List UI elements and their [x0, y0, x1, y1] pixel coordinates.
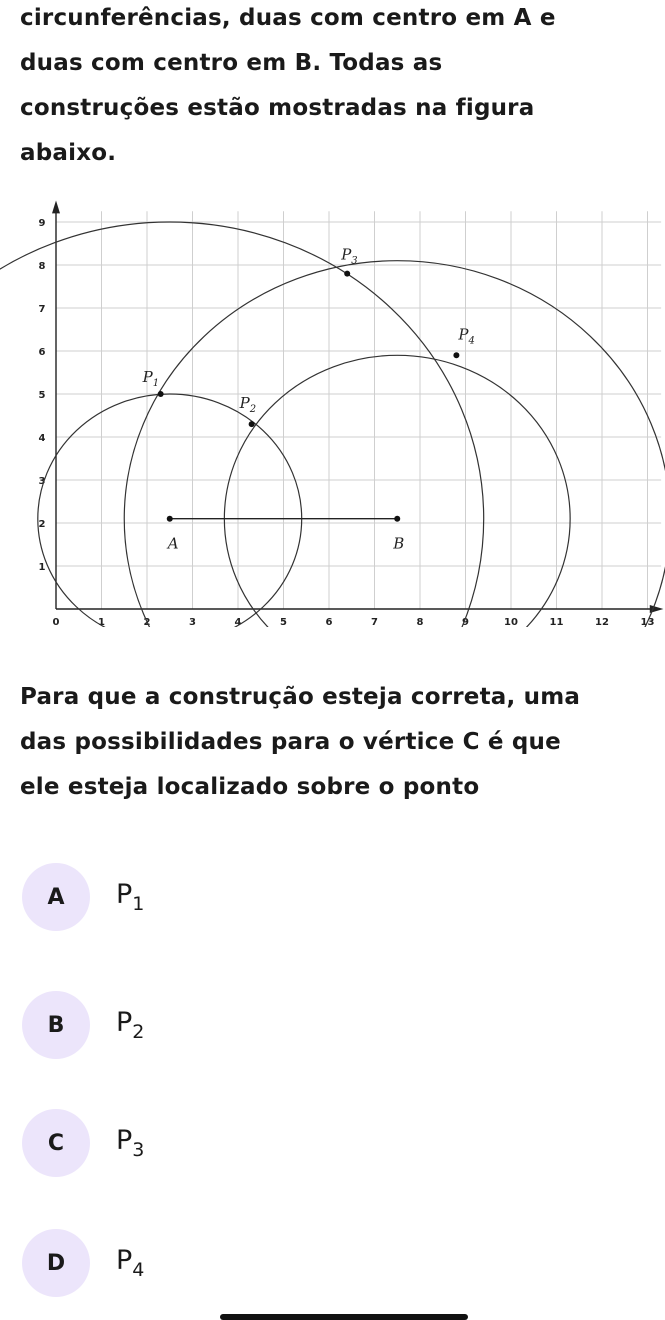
point-p2 — [249, 421, 255, 427]
option-letter-badge: C — [22, 1109, 90, 1177]
option-label: $P_3$ — [116, 1125, 145, 1161]
option-b[interactable] — [22, 990, 422, 1060]
geometry-figure — [0, 195, 665, 655]
point-p4 — [453, 352, 459, 358]
option-label: $P_2$ — [116, 1007, 145, 1043]
x-tick-label: 4 — [234, 617, 242, 628]
circle-center-b — [224, 355, 570, 655]
question-line: Para que a construção esteja correta, uma — [20, 684, 581, 710]
y-tick-label: 1 — [38, 562, 46, 573]
point-label-p4: $P_4$ — [458, 325, 475, 347]
x-tick-label: 9 — [462, 617, 469, 628]
y-tick-label: 5 — [38, 390, 46, 401]
point-p3 — [344, 271, 350, 277]
point-label-p1: $P_1$ — [142, 368, 160, 389]
x-tick-label: 5 — [280, 617, 287, 628]
option-letter-badge: A — [22, 863, 90, 931]
y-tick-label: 8 — [38, 261, 46, 272]
question-line: das possibilidades para o vértice C é que — [20, 729, 561, 755]
option-letter-badge: D — [22, 1229, 90, 1297]
x-tick-label: 7 — [371, 617, 378, 628]
option-d[interactable] — [22, 1228, 422, 1298]
x-tick-label: 12 — [595, 617, 609, 628]
option-a[interactable] — [22, 862, 422, 932]
y-tick-label: 6 — [38, 347, 46, 358]
intro-line: construções estão mostradas na figura — [20, 95, 535, 121]
y-tick-label: 9 — [38, 218, 46, 229]
x-tick-label: 3 — [189, 617, 196, 628]
option-label: $P_1$ — [116, 879, 145, 915]
y-axis-arrow — [52, 201, 60, 214]
point-label-b: B — [393, 534, 405, 553]
point-p1 — [158, 391, 164, 397]
x-tick-label: 8 — [416, 617, 424, 628]
x-tick-label: 13 — [640, 617, 655, 628]
y-tick-label: 3 — [38, 476, 46, 487]
x-tick-label: 1 — [98, 617, 105, 628]
question-text — [20, 675, 650, 810]
y-tick-label: 7 — [38, 304, 46, 315]
axes — [52, 201, 663, 614]
intro-line: duas com centro em B. Todas as — [20, 50, 443, 76]
point-label-a: A — [167, 534, 179, 553]
point-label-p2: $P_2$ — [239, 394, 257, 416]
y-tick-label: 4 — [38, 433, 46, 444]
x-tick-label: 6 — [325, 617, 333, 628]
option-letter-badge: B — [22, 991, 90, 1059]
home-indicator[interactable] — [220, 1314, 468, 1320]
option-label: $P_4$ — [116, 1245, 145, 1281]
intro-line: circunferências, duas com centro em A e — [20, 5, 556, 31]
points — [142, 246, 475, 553]
x-tick-label: 11 — [549, 617, 564, 628]
x-tick-label: 0 — [52, 617, 60, 628]
x-tick-label: 10 — [504, 617, 518, 628]
option-c[interactable] — [22, 1108, 422, 1178]
question-line: ele esteja localizado sobre o ponto — [20, 774, 480, 800]
x-tick-label: 2 — [143, 617, 151, 628]
intro-text — [20, 0, 650, 176]
circle-center-b — [124, 261, 665, 655]
point-b — [394, 516, 400, 522]
intro-line: abaixo. — [20, 140, 117, 166]
construction-circles — [0, 222, 665, 655]
grid — [56, 211, 661, 609]
point-label-p3: $P_3$ — [341, 245, 358, 267]
y-tick-label: 2 — [38, 519, 46, 530]
point-a — [167, 516, 173, 522]
